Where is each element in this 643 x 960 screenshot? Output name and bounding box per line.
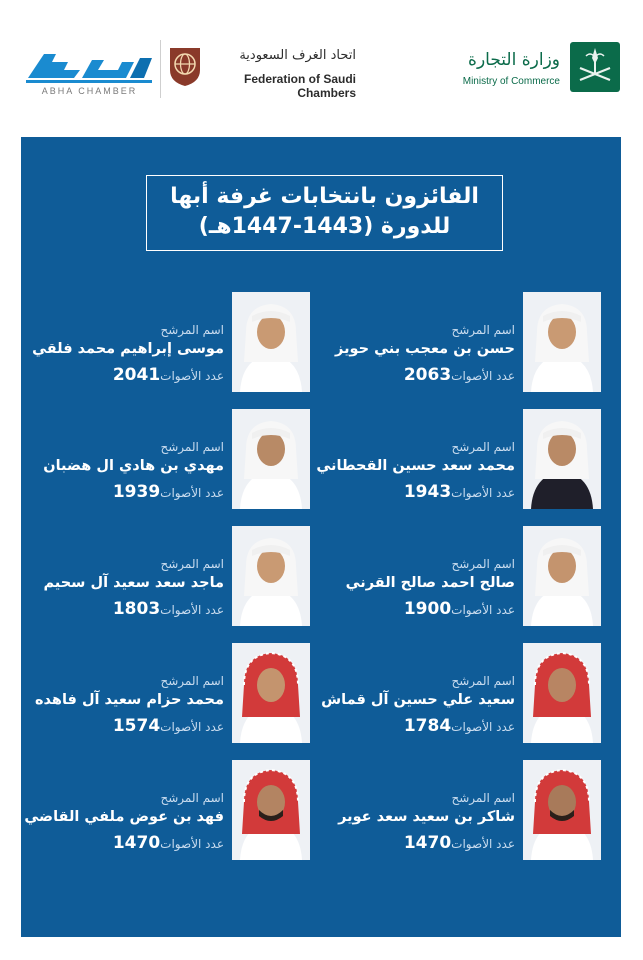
candidate-photo: [232, 643, 310, 743]
candidate-name-label: اسم المرشح: [451, 440, 515, 454]
candidate-photo: [523, 760, 601, 860]
candidate-info: [315, 643, 515, 738]
candidate-photo: [232, 526, 310, 626]
vote-count: 1939: [112, 482, 161, 502]
vote-count: 1574: [112, 716, 161, 736]
candidate-card: [24, 760, 310, 860]
candidate-name: فهد بن عوض ملفي القاضي: [24, 809, 224, 825]
candidate-card: [316, 409, 601, 509]
federation-arabic-name: اتحاد الغرف السعودية: [239, 48, 356, 63]
candidate-info: [24, 643, 224, 738]
candidate-name-label: اسم المرشح: [160, 440, 224, 454]
candidate-name: صالح احمد صالح القرني: [345, 575, 515, 591]
person-avatar-icon: [232, 526, 310, 626]
candidate-photo: [232, 292, 310, 392]
votes-label: عدد الأصوات: [160, 603, 224, 617]
vote-count: 1784: [403, 716, 452, 736]
votes-label: عدد الأصوات: [160, 837, 224, 851]
person-avatar-icon: [232, 760, 310, 860]
abha-chamber-logo: [22, 42, 157, 104]
candidate-photo: [523, 409, 601, 509]
candidate-name: مهدي بن هادي ال هضبان: [43, 458, 224, 474]
candidate-name-label: اسم المرشح: [451, 323, 515, 337]
candidate-photo: [523, 643, 601, 743]
candidate-info: [24, 526, 224, 621]
ministry-arabic-name: وزارة التجارة: [468, 50, 560, 70]
votes-label: عدد الأصوات: [451, 837, 515, 851]
person-avatar-icon: [523, 526, 601, 626]
votes-label: عدد الأصوات: [160, 486, 224, 500]
candidate-name-label: اسم المرشح: [160, 323, 224, 337]
federation-english-name: Federation of Saudi Chambers: [243, 72, 356, 100]
person-avatar-icon: [523, 643, 601, 743]
candidate-photo: [523, 292, 601, 392]
candidate-name: حسن بن معجب بني حويز: [335, 341, 515, 357]
ministry-english-name: Ministry of Commerce: [462, 76, 560, 87]
abha-chamber-english-label: ABHA CHAMBER: [41, 86, 138, 96]
vote-count: 2063: [403, 365, 452, 385]
candidate-card: [321, 643, 601, 743]
candidate-info: [315, 409, 515, 504]
person-avatar-icon: [523, 292, 601, 392]
votes-label: عدد الأصوات: [451, 603, 515, 617]
page-subtitle: للدورة (1443-1447هـ): [198, 214, 451, 239]
candidate-card: [30, 643, 310, 743]
vote-count: 1803: [112, 599, 161, 619]
person-avatar-icon: [523, 409, 601, 509]
candidate-card: [30, 526, 310, 626]
candidate-name: موسى إبراهيم محمد فلقي: [32, 341, 224, 357]
votes-label: عدد الأصوات: [160, 369, 224, 383]
candidate-name-label: اسم المرشح: [451, 674, 515, 688]
candidate-info: [315, 760, 515, 855]
candidate-name-label: اسم المرشح: [451, 791, 515, 805]
candidate-photo: [523, 526, 601, 626]
page-title-box: [146, 175, 503, 251]
candidate-card: [321, 526, 601, 626]
candidate-card: [30, 409, 310, 509]
vote-count: 1470: [403, 833, 452, 853]
candidate-info: [24, 292, 224, 387]
candidate-info: [315, 292, 515, 387]
candidate-name: محمد سعد حسين القحطاني: [316, 458, 515, 474]
person-avatar-icon: [232, 292, 310, 392]
candidate-name: سعيد علي حسين آل قماش: [321, 692, 515, 708]
candidate-photo: [232, 409, 310, 509]
person-avatar-icon: [232, 643, 310, 743]
candidate-card: [321, 760, 601, 860]
candidate-info: [24, 760, 224, 855]
candidate-photo: [232, 760, 310, 860]
candidate-name-label: اسم المرشح: [160, 557, 224, 571]
votes-label: عدد الأصوات: [451, 486, 515, 500]
candidate-name-label: اسم المرشح: [160, 791, 224, 805]
federation-logo: [166, 40, 356, 100]
ministry-of-commerce-logo: [460, 40, 622, 100]
federation-globe-icon: [166, 44, 204, 88]
candidate-card: [30, 292, 310, 392]
page-title: الفائزون بانتخابات غرفة أبها: [170, 184, 479, 209]
candidate-name-label: اسم المرشح: [451, 557, 515, 571]
candidate-info: [315, 526, 515, 621]
votes-label: عدد الأصوات: [451, 720, 515, 734]
candidate-name: ماجد سعد سعيد آل سحيم: [43, 575, 224, 591]
candidate-info: [24, 409, 224, 504]
vote-count: 1900: [403, 599, 452, 619]
candidate-name: محمد حزام سعيد آل فاهده: [34, 692, 224, 708]
header-divider: [160, 40, 161, 98]
votes-label: عدد الأصوات: [160, 720, 224, 734]
person-avatar-icon: [232, 409, 310, 509]
vote-count: 1943: [403, 482, 452, 502]
person-avatar-icon: [523, 760, 601, 860]
vote-count: 2041: [112, 365, 161, 385]
votes-label: عدد الأصوات: [451, 369, 515, 383]
saudi-emblem-icon: [568, 40, 622, 94]
candidate-name: شاكر بن سعيد سعد عوير: [338, 809, 515, 825]
candidate-card: [321, 292, 601, 392]
vote-count: 1470: [112, 833, 161, 853]
abha-chamber-mark-icon: [22, 48, 157, 84]
candidate-name-label: اسم المرشح: [160, 674, 224, 688]
